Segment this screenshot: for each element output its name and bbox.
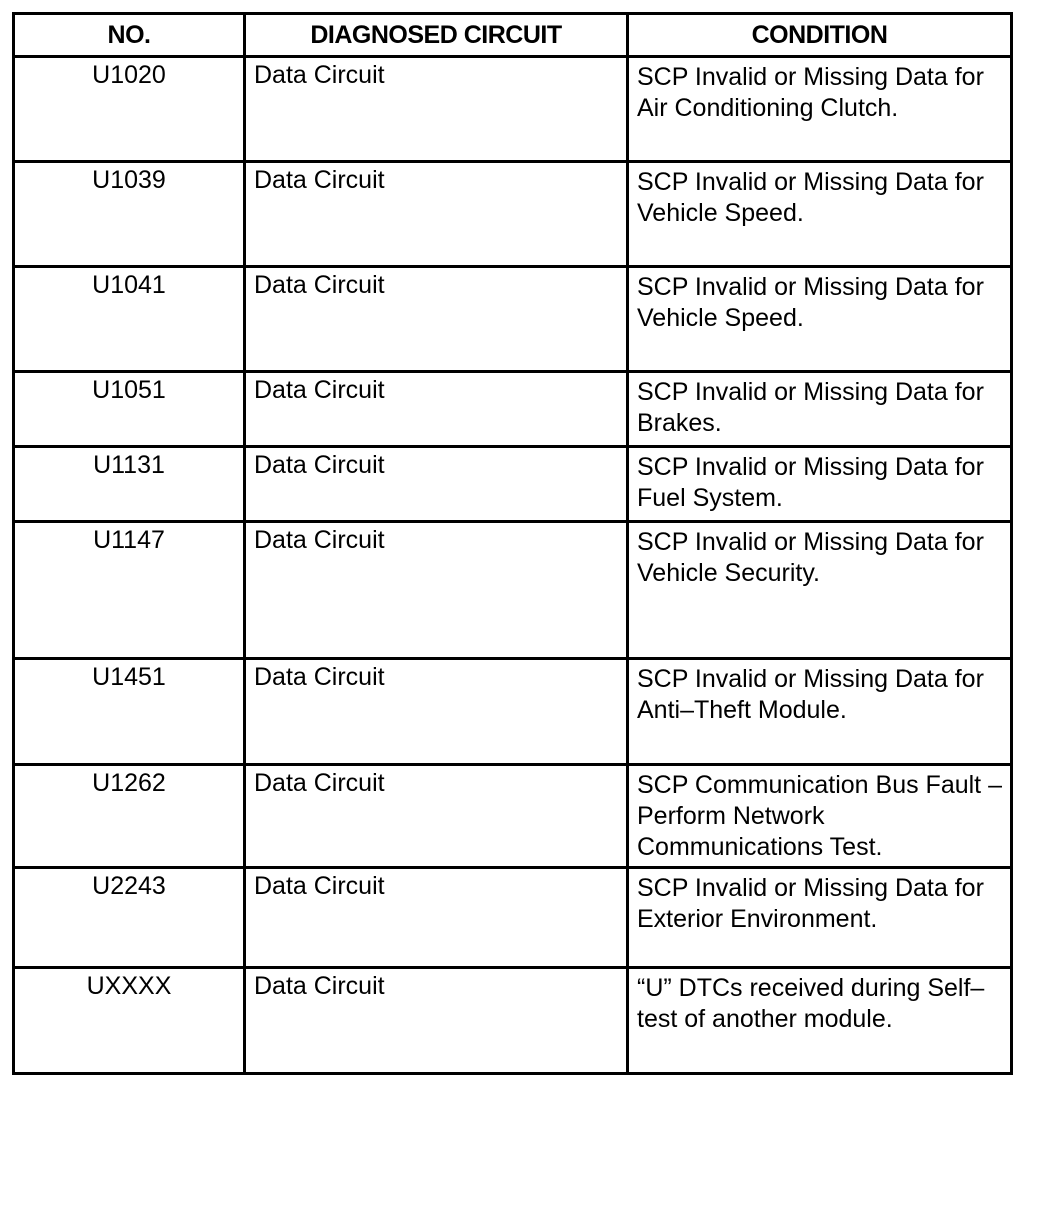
condition: SCP Communication Bus Fault – Perform Network Communications Test. xyxy=(628,765,1012,868)
table-row xyxy=(14,372,1012,447)
dtc-number: U1262 xyxy=(14,765,245,868)
diagnosed-circuit: Data Circuit xyxy=(245,162,628,267)
table-row xyxy=(14,267,1012,372)
dtc-number: U1147 xyxy=(14,522,245,659)
condition: SCP Invalid or Missing Data for Vehicle Security. xyxy=(628,522,1012,659)
condition: SCP Invalid or Missing Data for Exterior Environment. xyxy=(628,868,1012,968)
dtc-table xyxy=(12,12,1013,1075)
header-condition: CONDITION xyxy=(628,14,1012,57)
table-row xyxy=(14,968,1012,1074)
diagnosed-circuit: Data Circuit xyxy=(245,659,628,765)
header-no: NO. xyxy=(14,14,245,57)
diagnosed-circuit: Data Circuit xyxy=(245,267,628,372)
condition: SCP Invalid or Missing Data for Brakes. xyxy=(628,372,1012,447)
dtc-number: U2243 xyxy=(14,868,245,968)
diagnosed-circuit: Data Circuit xyxy=(245,372,628,447)
condition: “U” DTCs received during Self–test of another module. xyxy=(628,968,1012,1074)
diagnosed-circuit: Data Circuit xyxy=(245,868,628,968)
table-row xyxy=(14,447,1012,522)
dtc-number: U1020 xyxy=(14,57,245,162)
header-diagnosed-circuit: DIAGNOSED CIRCUIT xyxy=(245,14,628,57)
table-row xyxy=(14,162,1012,267)
diagnosed-circuit: Data Circuit xyxy=(245,447,628,522)
table-row xyxy=(14,57,1012,162)
condition: SCP Invalid or Missing Data for Air Conditioning Clutch. xyxy=(628,57,1012,162)
dtc-number: U1451 xyxy=(14,659,245,765)
dtc-number: U1041 xyxy=(14,267,245,372)
diagnosed-circuit: Data Circuit xyxy=(245,765,628,868)
dtc-number: U1051 xyxy=(14,372,245,447)
condition: SCP Invalid or Missing Data for Vehicle Speed. xyxy=(628,267,1012,372)
table-row xyxy=(14,522,1012,659)
condition: SCP Invalid or Missing Data for Vehicle Speed. xyxy=(628,162,1012,267)
table-row xyxy=(14,868,1012,968)
table-row xyxy=(14,765,1012,868)
dtc-number: U1131 xyxy=(14,447,245,522)
diagnosed-circuit: Data Circuit xyxy=(245,522,628,659)
condition: SCP Invalid or Missing Data for Fuel System. xyxy=(628,447,1012,522)
header-row xyxy=(14,14,1012,57)
condition: SCP Invalid or Missing Data for Anti–Theft Module. xyxy=(628,659,1012,765)
dtc-number: U1039 xyxy=(14,162,245,267)
diagnosed-circuit: Data Circuit xyxy=(245,57,628,162)
diagnosed-circuit: Data Circuit xyxy=(245,968,628,1074)
dtc-number: UXXXX xyxy=(14,968,245,1074)
table-row xyxy=(14,659,1012,765)
